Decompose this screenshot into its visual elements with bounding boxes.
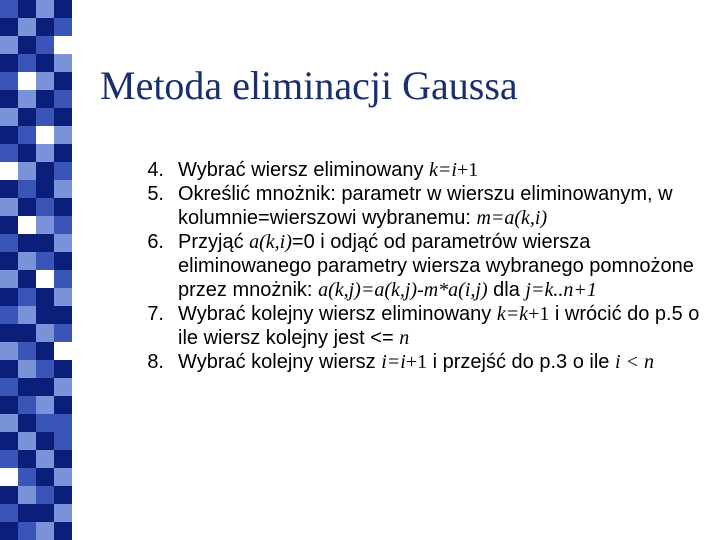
decorative-square — [0, 252, 18, 270]
decorative-square — [54, 144, 72, 162]
decorative-square — [36, 198, 54, 216]
decorative-square — [36, 126, 54, 144]
decorative-square — [18, 198, 36, 216]
decorative-square — [54, 36, 72, 54]
decorative-square — [18, 414, 36, 432]
decorative-square — [36, 468, 54, 486]
list-item — [130, 158, 710, 182]
decorative-square — [36, 486, 54, 504]
decorative-square — [36, 414, 54, 432]
decorative-square — [36, 162, 54, 180]
decorative-square — [18, 324, 36, 342]
decorative-square — [36, 72, 54, 90]
decorative-square — [54, 0, 72, 18]
decorative-square — [0, 450, 18, 468]
decorative-square — [54, 306, 72, 324]
decorative-square — [0, 234, 18, 252]
decorative-square — [36, 108, 54, 126]
decorative-square — [0, 432, 18, 450]
decorative-square — [18, 306, 36, 324]
math-expression: m=a(k,i) — [476, 207, 548, 229]
decorative-square — [36, 324, 54, 342]
decorative-square — [54, 234, 72, 252]
decorative-square — [36, 288, 54, 306]
decorative-square — [36, 522, 54, 540]
decorative-square — [0, 522, 18, 540]
decorative-square — [54, 180, 72, 198]
decorative-square — [36, 396, 54, 414]
decorative-square — [36, 18, 54, 36]
list-item-number: 8. — [147, 351, 164, 373]
decorative-square — [54, 90, 72, 108]
slide-title: Metoda eliminacji Gaussa — [100, 63, 518, 108]
decorative-square — [36, 504, 54, 522]
decorative-square — [0, 306, 18, 324]
decorative-square — [0, 180, 18, 198]
decorative-square — [0, 468, 18, 486]
decorative-square — [18, 108, 36, 126]
math-expression: +1 — [456, 159, 479, 181]
decorative-square — [0, 414, 18, 432]
decorative-square — [36, 54, 54, 72]
decorative-square — [18, 54, 36, 72]
list-item-text: i wrócić do p.5 o ile wiersz kolejny jest <= — [178, 303, 700, 349]
decorative-square — [18, 162, 36, 180]
math-expression: i=i — [381, 351, 406, 373]
decorative-square — [18, 360, 36, 378]
steps-list — [130, 158, 710, 374]
math-expression: k=k — [496, 303, 529, 325]
list-item — [130, 230, 710, 302]
list-item — [130, 350, 710, 374]
decorative-square — [18, 252, 36, 270]
decorative-square — [54, 126, 72, 144]
list-item-text: dla — [487, 279, 526, 301]
decorative-square — [0, 162, 18, 180]
decorative-square — [18, 378, 36, 396]
decorative-square — [54, 252, 72, 270]
decorative-square — [54, 198, 72, 216]
decorative-square — [0, 216, 18, 234]
decorative-squares-stripe — [0, 0, 72, 540]
decorative-square — [18, 450, 36, 468]
list-item-text: =0 i odjąć od parametrów wiersza eliminowanego parametry wiersza wybranego pomnożone przez mnożnik: — [178, 231, 694, 301]
decorative-square — [36, 342, 54, 360]
decorative-square — [54, 360, 72, 378]
decorative-square — [0, 378, 18, 396]
decorative-square — [18, 342, 36, 360]
decorative-square — [36, 432, 54, 450]
decorative-square — [54, 522, 72, 540]
decorative-square — [0, 54, 18, 72]
decorative-square — [36, 270, 54, 288]
list-item-text: Określić mnożnik: parametr w wierszu eliminowanym, w kolumnie=wierszowi wybranemu: — [178, 183, 673, 229]
decorative-square — [0, 288, 18, 306]
decorative-square — [36, 378, 54, 396]
math-expression: = — [437, 159, 452, 181]
decorative-square — [0, 36, 18, 54]
decorative-square — [36, 0, 54, 18]
decorative-square — [18, 0, 36, 18]
decorative-square — [0, 342, 18, 360]
decorative-square — [18, 126, 36, 144]
decorative-square — [18, 288, 36, 306]
decorative-square — [18, 522, 36, 540]
decorative-square — [54, 288, 72, 306]
decorative-square — [54, 378, 72, 396]
decorative-square — [18, 144, 36, 162]
decorative-square — [18, 486, 36, 504]
math-expression: +1 — [528, 303, 550, 325]
decorative-square — [54, 468, 72, 486]
decorative-square — [0, 18, 18, 36]
decorative-square — [36, 36, 54, 54]
decorative-square — [36, 234, 54, 252]
decorative-square — [54, 414, 72, 432]
decorative-square — [36, 180, 54, 198]
decorative-square — [0, 0, 18, 18]
decorative-square — [18, 270, 36, 288]
decorative-square — [0, 360, 18, 378]
list-item-text: Wybrać kolejny wiersz — [178, 351, 382, 373]
math-expression: a(k,j)=a(k,j)-m*a(i,j) — [318, 279, 488, 301]
decorative-square — [36, 252, 54, 270]
decorative-square — [54, 432, 72, 450]
decorative-square — [18, 90, 36, 108]
decorative-square — [54, 486, 72, 504]
decorative-square — [54, 216, 72, 234]
decorative-square — [54, 342, 72, 360]
decorative-square — [18, 180, 36, 198]
decorative-square — [36, 306, 54, 324]
list-item-number: 4. — [147, 159, 164, 181]
decorative-square — [54, 54, 72, 72]
decorative-square — [0, 324, 18, 342]
list-item-number: 5. — [147, 183, 164, 205]
decorative-square — [0, 144, 18, 162]
decorative-square — [54, 108, 72, 126]
list-item-number: 7. — [147, 303, 164, 325]
math-expression: j=k..n+1 — [525, 279, 597, 301]
decorative-square — [18, 504, 36, 522]
decorative-square — [36, 216, 54, 234]
math-expression: i — [451, 159, 457, 181]
decorative-square — [0, 198, 18, 216]
list-item-text: Wybrać wiersz eliminowany — [178, 159, 429, 181]
decorative-square — [54, 270, 72, 288]
math-expression: n — [399, 327, 410, 349]
math-expression: a(k,i) — [249, 231, 292, 253]
decorative-square — [18, 36, 36, 54]
decorative-square — [0, 108, 18, 126]
decorative-square — [18, 234, 36, 252]
decorative-square — [54, 18, 72, 36]
list-item — [130, 182, 710, 230]
decorative-square — [36, 90, 54, 108]
decorative-square — [36, 360, 54, 378]
decorative-square — [18, 18, 36, 36]
decorative-square — [18, 72, 36, 90]
decorative-square — [18, 396, 36, 414]
decorative-square — [0, 396, 18, 414]
list-item — [130, 302, 710, 350]
list-item-text: Wybrać kolejny wiersz eliminowany — [178, 303, 497, 325]
decorative-square — [0, 504, 18, 522]
list-item-text: Przyjąć — [178, 231, 250, 253]
list-item-text: i przejść do p.3 o ile — [427, 351, 615, 373]
list-item-number: 6. — [147, 231, 164, 253]
decorative-square — [18, 468, 36, 486]
decorative-square — [0, 126, 18, 144]
decorative-square — [54, 396, 72, 414]
decorative-square — [54, 504, 72, 522]
decorative-square — [54, 72, 72, 90]
decorative-square — [18, 216, 36, 234]
decorative-square — [0, 486, 18, 504]
decorative-square — [0, 270, 18, 288]
math-expression: +1 — [405, 351, 428, 373]
decorative-square — [54, 450, 72, 468]
decorative-square — [0, 90, 18, 108]
decorative-square — [54, 324, 72, 342]
decorative-square — [18, 432, 36, 450]
math-expression: k — [429, 159, 438, 181]
decorative-square — [36, 144, 54, 162]
math-expression: i < n — [614, 351, 655, 373]
decorative-square — [0, 72, 18, 90]
decorative-square — [54, 162, 72, 180]
decorative-square — [36, 450, 54, 468]
